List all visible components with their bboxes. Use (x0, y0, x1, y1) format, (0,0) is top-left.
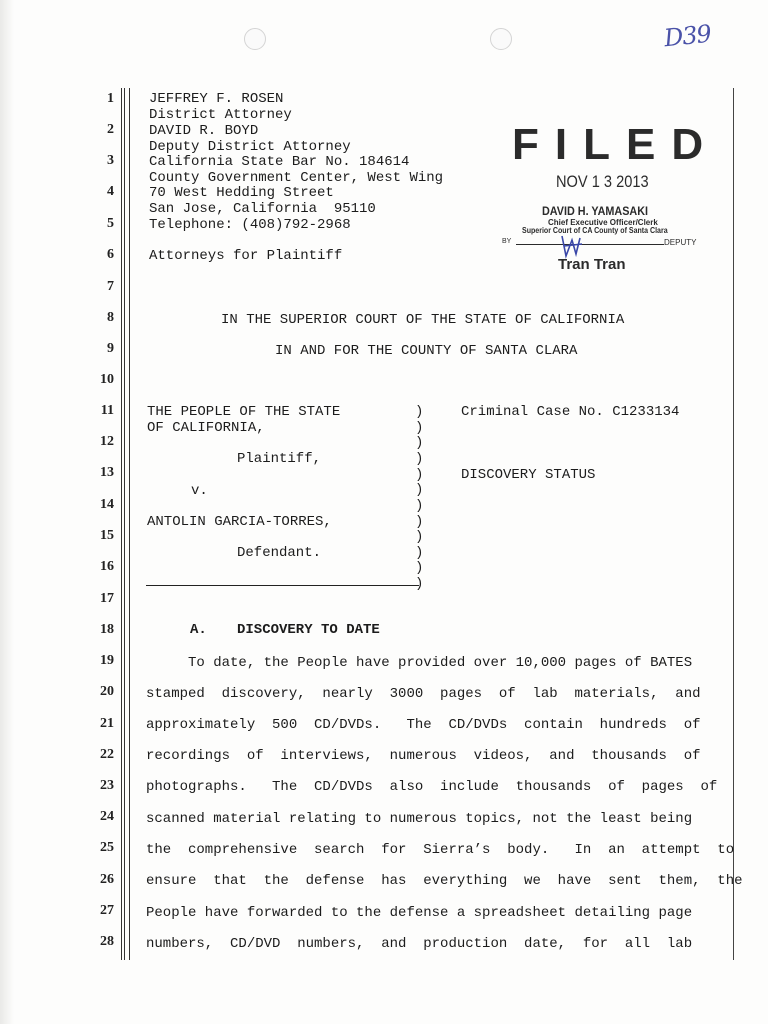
line-number: 13 (100, 465, 114, 480)
line-number: 12 (100, 434, 114, 449)
document-title: DISCOVERY STATUS (461, 467, 596, 483)
caption-paren: ) (415, 451, 424, 467)
line-number: 7 (107, 279, 114, 294)
stamp-court-name: Superior Court of CA County of Santa Clara (522, 226, 668, 235)
attorneys-for: Attorneys for Plaintiff (149, 248, 343, 264)
caption-paren: ) (415, 514, 424, 530)
case-number: Criminal Case No. C1233134 (461, 404, 680, 420)
body-line: People have forwarded to the defense a spreadsheet detailing page (146, 905, 693, 921)
filed-stamp (496, 116, 720, 286)
caption-paren: ) (415, 560, 424, 576)
caption-party-line-2: OF CALIFORNIA, (147, 420, 265, 436)
body-line: photographs. The CD/DVDs also include thousands of pages of (146, 779, 718, 795)
line-number: 3 (107, 153, 114, 168)
section-heading: DISCOVERY TO DATE (237, 622, 380, 638)
caption-paren: ) (415, 529, 424, 545)
caption-plaintiff-label: Plaintiff, (237, 451, 322, 467)
line-number: 20 (100, 684, 114, 699)
caption-party-line-1: THE PEOPLE OF THE STATE (147, 404, 341, 420)
caption-paren: ) (415, 498, 424, 514)
line-number: 8 (107, 310, 114, 325)
body-line: numbers, CD/DVD numbers, and production date, for all lab (146, 936, 693, 952)
line-number: 17 (100, 591, 114, 606)
stamp-deputy-label: DEPUTY (664, 238, 697, 247)
stamp-clerk-name: DAVID H. YAMASAKI (542, 204, 649, 218)
line-number: 1 (107, 91, 114, 106)
caption-versus: v. (191, 483, 208, 499)
body-line: scanned material relating to numerous topics, not the least being (146, 811, 693, 827)
line-number: 6 (107, 247, 114, 262)
line-number: 25 (100, 840, 114, 855)
caption-paren: ) (415, 576, 424, 592)
line-number: 24 (100, 809, 114, 824)
line-number: 10 (100, 372, 114, 387)
line-number: 15 (100, 528, 114, 543)
caption-paren: ) (415, 467, 424, 483)
pleading-rule-right (733, 88, 734, 960)
attorney-title: District Attorney (149, 107, 292, 123)
line-number: 21 (100, 716, 114, 731)
line-number: 23 (100, 778, 114, 793)
line-number: 18 (100, 622, 114, 637)
body-line: recordings of interviews, numerous videos, and thousands of (146, 748, 701, 764)
pleading-rule-left-1 (121, 88, 122, 960)
caption-underline (146, 585, 419, 586)
line-number: 11 (100, 403, 114, 418)
address-line-3: San Jose, California 95110 (149, 201, 376, 217)
section-letter: A. (190, 622, 207, 638)
body-line: the comprehensive search for Sierra’s body. In an attempt to (146, 842, 735, 858)
pleading-rule-left-3 (129, 88, 130, 960)
line-number: 28 (100, 934, 114, 949)
caption-paren: ) (415, 404, 424, 420)
caption-paren: ) (415, 435, 424, 451)
line-number: 16 (100, 559, 114, 574)
body-line: ensure that the defense has everything we have sent them, the (146, 873, 743, 889)
handwritten-exhibit-mark: D39 (662, 19, 713, 53)
caption-paren: ) (415, 545, 424, 561)
caption-paren: ) (415, 420, 424, 436)
body-line: approximately 500 CD/DVDs. The CD/DVDs contain hundreds of (146, 717, 701, 733)
deputy-name: DAVID R. BOYD (149, 123, 259, 139)
deputy-title: Deputy District Attorney (149, 139, 351, 155)
line-number: 22 (100, 747, 114, 762)
pleading-rule-left-2 (124, 88, 125, 960)
line-number: 9 (107, 341, 114, 356)
stamp-deputy-name: Tran Tran (558, 256, 626, 273)
court-title-line-1: IN THE SUPERIOR COURT OF THE STATE OF CALIFORNIA (221, 312, 625, 328)
court-title-line-2: IN AND FOR THE COUNTY OF SANTA CLARA (275, 343, 578, 359)
body-line: To date, the People have provided over 10,000 pages of BATES (146, 655, 693, 671)
line-number: 2 (107, 122, 114, 137)
page-edge-shadow (0, 0, 14, 1024)
caption-defendant-name: ANTOLIN GARCIA-TORRES, (147, 514, 332, 530)
stamp-filed-label: FILED (512, 120, 720, 169)
punch-hole-left (244, 28, 266, 50)
stamp-date: NOV 1 3 2013 (556, 172, 649, 191)
address-line-2: 70 West Hedding Street (149, 185, 334, 201)
telephone: Telephone: (408)792-2968 (149, 217, 351, 233)
line-number: 5 (107, 216, 114, 231)
line-number: 4 (107, 184, 114, 199)
punch-hole-right (490, 28, 512, 50)
line-number: 26 (100, 872, 114, 887)
caption-defendant-label: Defendant. (237, 545, 322, 561)
caption-paren: ) (415, 482, 424, 498)
stamp-by-label: BY (502, 238, 512, 245)
line-number: 27 (100, 903, 114, 918)
body-line: stamped discovery, nearly 3000 pages of lab materials, and (146, 686, 701, 702)
line-number: 19 (100, 653, 114, 668)
attorney-name: JEFFREY F. ROSEN (149, 91, 284, 107)
state-bar-number: California State Bar No. 184614 (149, 154, 410, 170)
stamp-clerk-title: Chief Executive Officer/Clerk (548, 218, 658, 227)
line-number: 14 (100, 497, 114, 512)
address-line-1: County Government Center, West Wing (149, 170, 444, 186)
